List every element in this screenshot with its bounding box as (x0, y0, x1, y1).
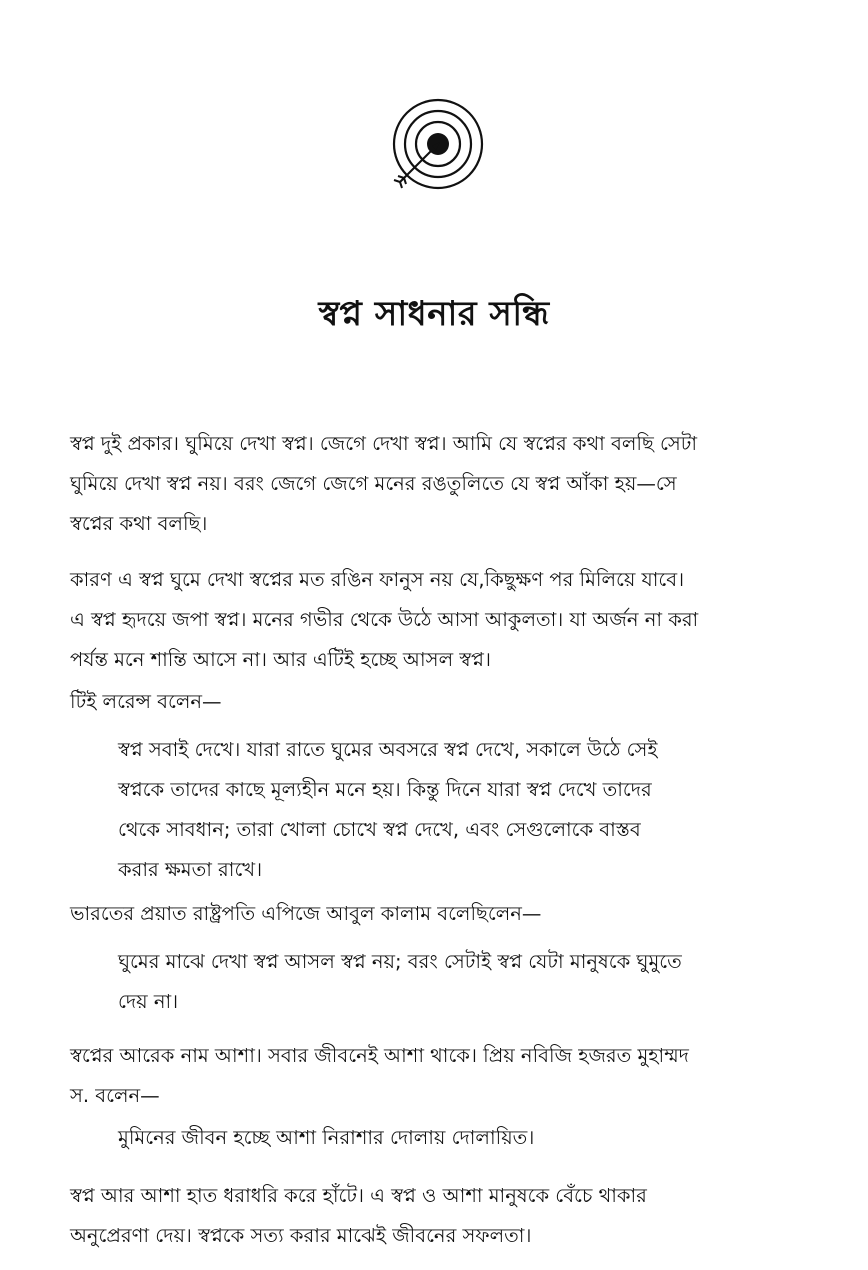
text-line: ঘুমের মাঝে দেখা স্বপ্ন আসল স্বপ্ন নয়; বরং সেটাই স্বপ্ন যেটা মানুষকে ঘুমুতে (118, 950, 682, 973)
quote-attribution-lawrence: টিই লরেন্স বলেন— (70, 690, 222, 713)
text-line: অনুপ্রেরণা দেয়। স্বপ্নকে সত্য করার মাঝেই জীবনের সফলতা। (70, 1224, 532, 1247)
text-line: ঘুমিয়ে দেখা স্বপ্ন নয়। বরং জেগে জেগে মনের রঙতুলিতে যে স্বপ্ন আঁকা হয়—সে (70, 472, 677, 495)
text-line: স্বপ্নের কথা বলছি। (70, 512, 208, 535)
quote-attribution-kalam: ভারতের প্রয়াত রাষ্ট্রপতি এপিজে আবুল কালাম বলেছিলেন— (70, 902, 542, 925)
text-line: স্বপ্নের আরেক নাম আশা। সবার জীবনেই আশা থাকে। প্রিয় নবিজি হজরত মুহাম্মদ (70, 1044, 689, 1067)
quote-hadith (118, 1118, 778, 1158)
target-arrow-icon (384, 96, 492, 196)
quote-lawrence (118, 730, 778, 890)
text-line: স্বপ্ন সবাই দেখে। যারা রাতে ঘুমের অবসরে স্বপ্ন দেখে, সকালে উঠে সেই (118, 738, 658, 761)
quote-kalam (118, 942, 778, 1022)
text-line: স্বপ্ন দুই প্রকার। ঘুমিয়ে দেখা স্বপ্ন। জেগে দেখা স্বপ্ন। আমি যে স্বপ্নের কথা বলছি সেটা (70, 432, 698, 455)
paragraph-conclusion (70, 1176, 810, 1256)
paragraph-dream-types (70, 424, 810, 544)
paragraph-hope (70, 1036, 810, 1116)
text-line: এ স্বপ্ন হৃদয়ে জপা স্বপ্ন। মনের গভীর থেকে উঠে আসা আকুলতা। যা অর্জন না করা (70, 608, 699, 631)
paragraph-real-dream (70, 560, 810, 680)
text-line: থেকে সাবধান; তারা খোলা চোখে স্বপ্ন দেখে, এবং সেগুলোকে বাস্তব (118, 818, 641, 841)
text-line: স্বপ্নকে তাদের কাছে মূল্যহীন মনে হয়। কিন্তু দিনে যারা স্বপ্ন দেখে তাদের (118, 778, 652, 801)
text-line: দেয় না। (118, 990, 179, 1013)
chapter-title: স্বপ্ন সাধনার সন্ধি (318, 294, 550, 334)
text-line: মুমিনের জীবন হচ্ছে আশা নিরাশার দোলায় দোলায়িত। (118, 1126, 535, 1149)
text-line: কারণ এ স্বপ্ন ঘুমে দেখা স্বপ্নের মত রঙিন ফানুস নয় যে,কিছুক্ষণ পর মিলিয়ে যাবে। (70, 568, 685, 591)
text-line: পর্যন্ত মনে শান্তি আসে না। আর এটিই হচ্ছে আসল স্বপ্ন। (70, 648, 491, 671)
text-line: করার ক্ষমতা রাখে। (118, 858, 263, 881)
text-line: স্বপ্ন আর আশা হাত ধরাধরি করে হাঁটে। এ স্বপ্ন ও আশা মানুষকে বেঁচে থাকার (70, 1184, 647, 1207)
text-line: স. বলেন— (70, 1084, 160, 1107)
